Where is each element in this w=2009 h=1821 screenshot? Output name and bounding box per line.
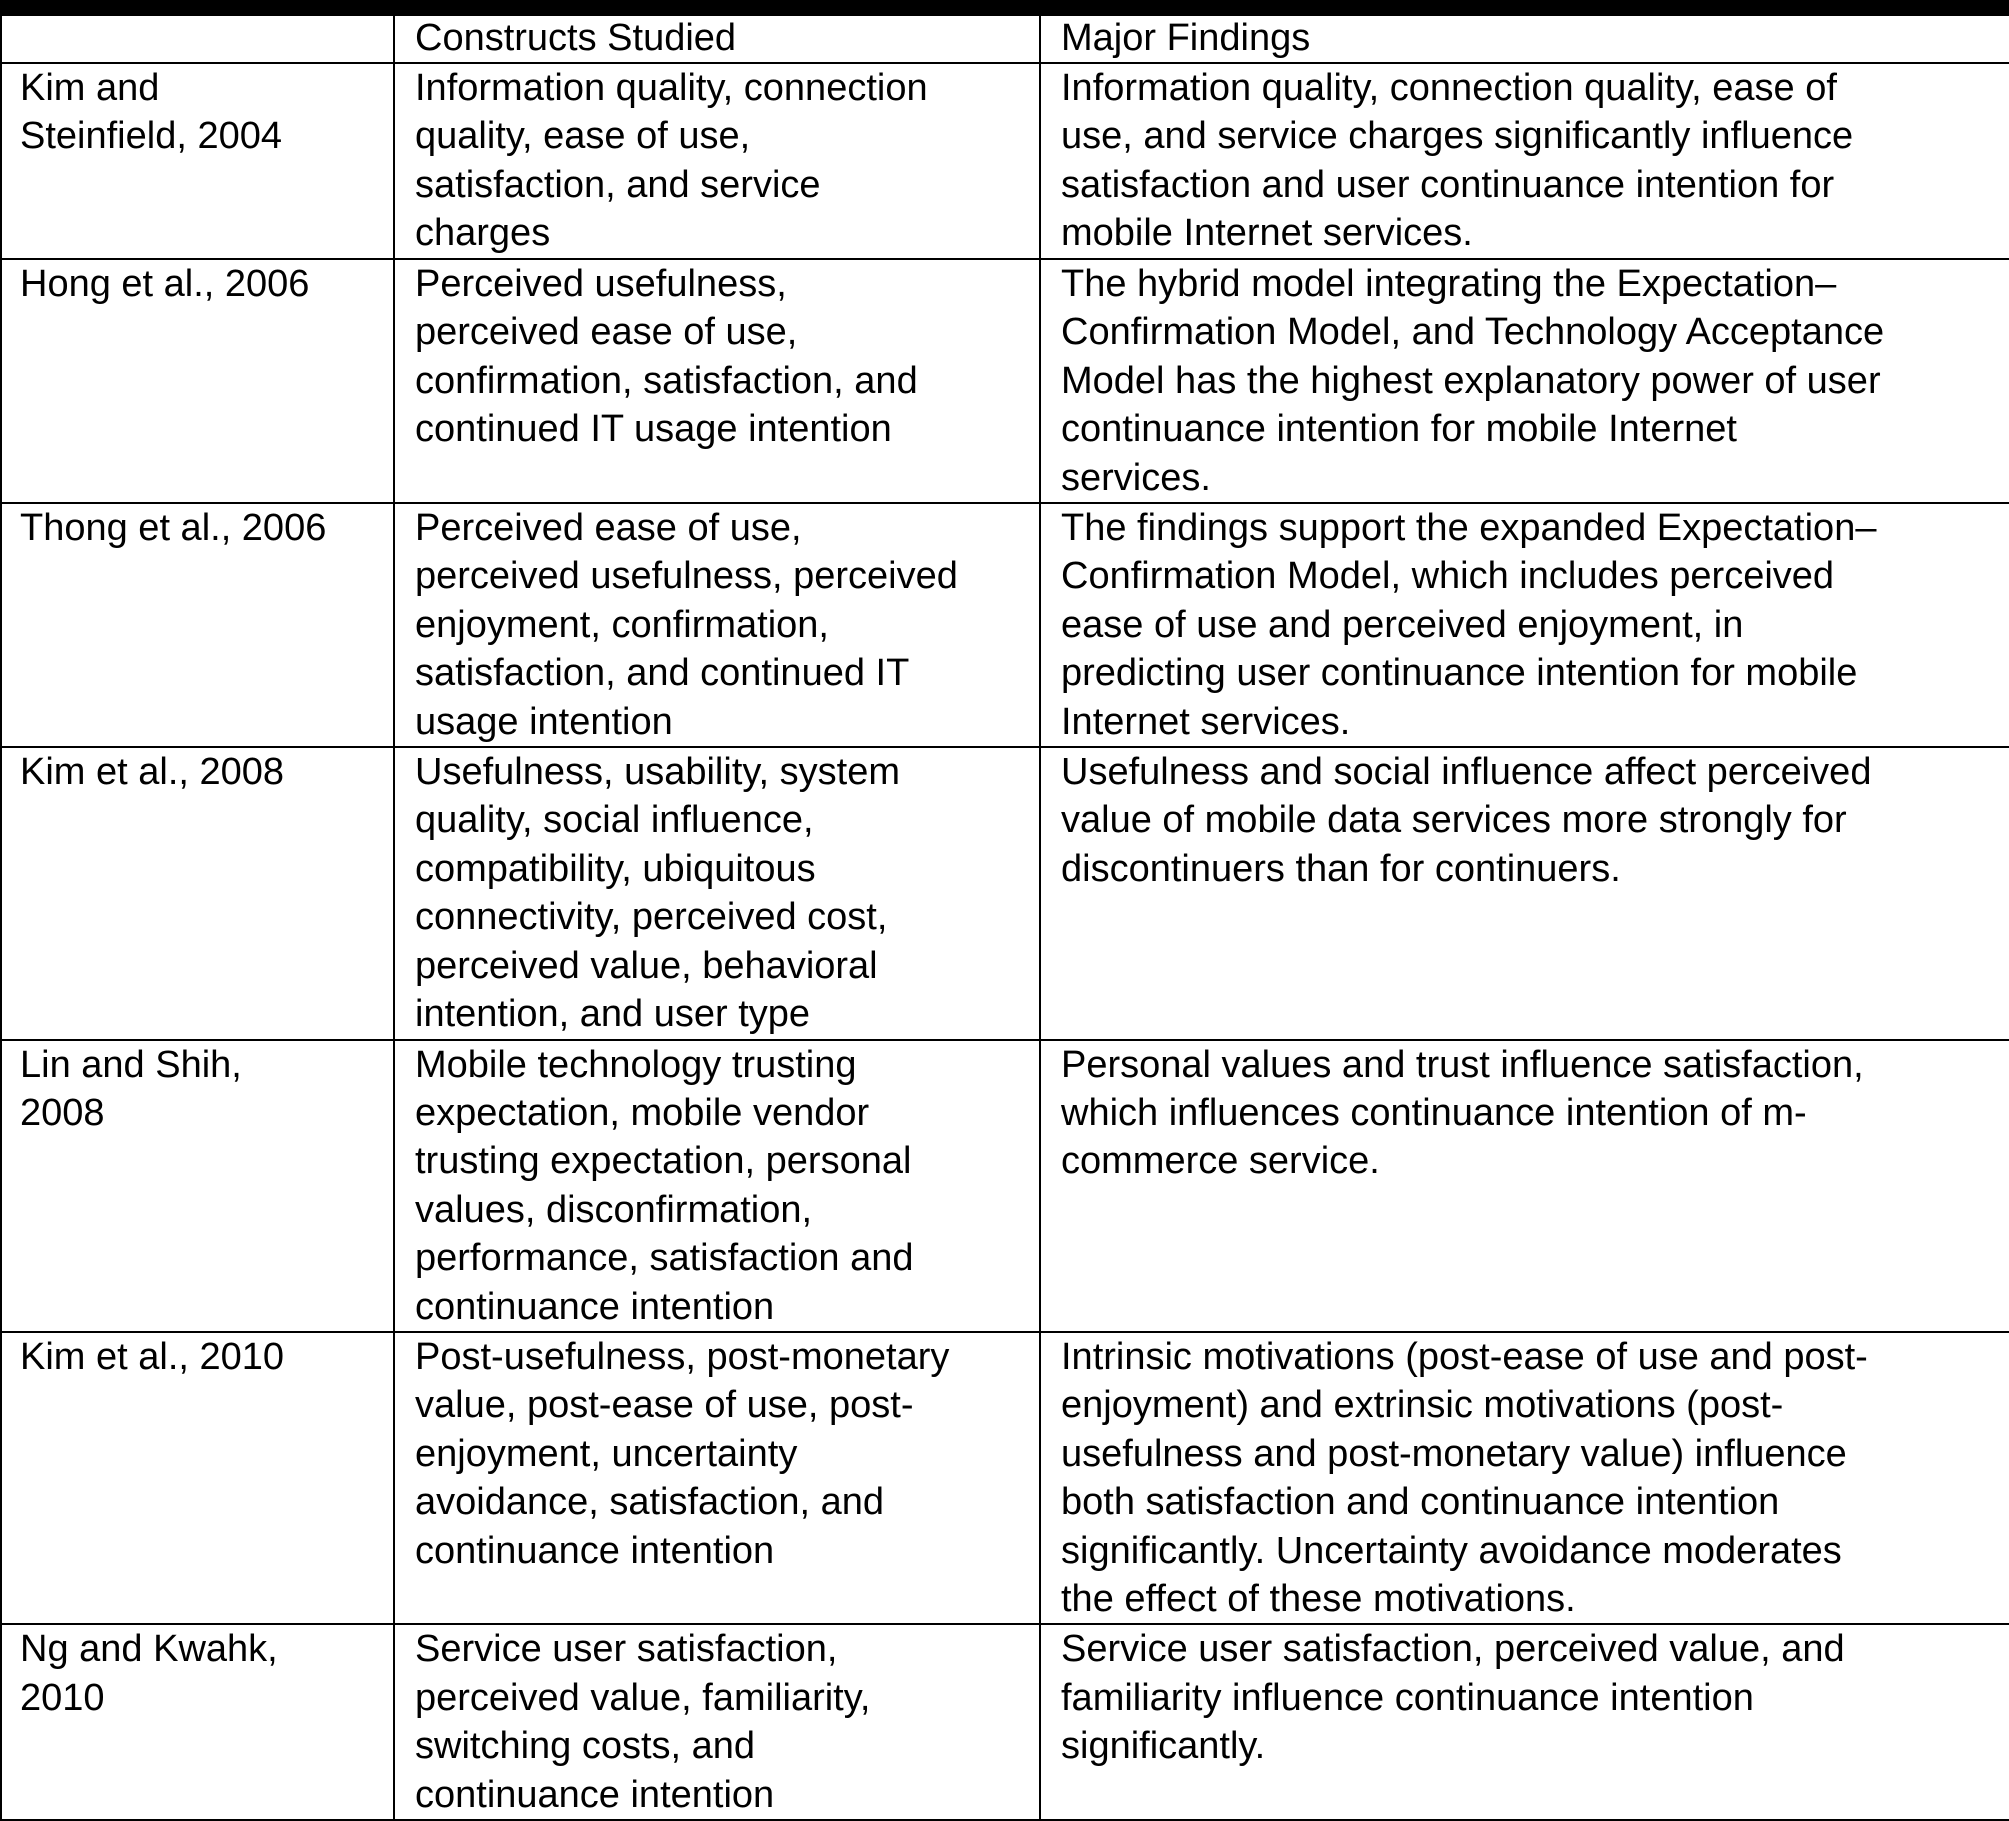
table-row [1,503,2009,747]
findings-cell: Usefulness and social influence affect perceived value of mobile data services more strongly for discontinuers than for continuers. [1040,747,2009,1039]
table-header-row [1,15,2009,63]
study-cell: Kim et al., 2010 [1,1332,394,1624]
study-cell: Hong et al., 2006 [1,259,394,503]
table-row [1,1332,2009,1624]
header-study [1,15,394,63]
constructs-cell: Perceived usefulness, perceived ease of use, confirmation, satisfaction, and continued IT usage intention [394,259,1040,503]
constructs-cell: Perceived ease of use, perceived usefulness, perceived enjoyment, confirmation, satisfaction, and continued IT usage intention [394,503,1040,747]
table-row [1,1040,2009,1332]
header-constructs-studied: Constructs Studied [394,15,1040,63]
literature-review-table [0,14,2009,1821]
findings-cell: Intrinsic motivations (post-ease of use and post- enjoyment) and extrinsic motivations (post- usefulness and post-monetary value) influence both satisfaction and continuance intention significantly. Uncertainty avoidance moderates the effect of these motivations. [1040,1332,2009,1624]
table-row [1,259,2009,503]
findings-cell: Information quality, connection quality, ease of use, and service charges significantly influence satisfaction and user continuance intention for mobile Internet services. [1040,63,2009,259]
findings-cell: Personal values and trust influence satisfaction, which influences continuance intention of m- commerce service. [1040,1040,2009,1332]
study-cell: Kim et al., 2008 [1,747,394,1039]
findings-cell: The findings support the expanded Expectation– Confirmation Model, which includes perceived ease of use and perceived enjoyment, in predicting user continuance intention for mobile Internet services. [1040,503,2009,747]
constructs-cell: Service user satisfaction, perceived value, familiarity, switching costs, and continuance intention [394,1624,1040,1820]
constructs-cell: Usefulness, usability, system quality, social influence, compatibility, ubiquitous connectivity, perceived cost, perceived value, behavioral intention, and user type [394,747,1040,1039]
table-row [1,747,2009,1039]
header-major-findings: Major Findings [1040,15,2009,63]
table-row [1,63,2009,259]
study-cell: Ng and Kwahk, 2010 [1,1624,394,1820]
constructs-cell: Post-usefulness, post-monetary value, post-ease of use, post- enjoyment, uncertainty avoidance, satisfaction, and continuance intention [394,1332,1040,1624]
study-cell: Thong et al., 2006 [1,503,394,747]
constructs-cell: Information quality, connection quality, ease of use, satisfaction, and service charges [394,63,1040,259]
study-cell: Lin and Shih, 2008 [1,1040,394,1332]
constructs-cell: Mobile technology trusting expectation, mobile vendor trusting expectation, personal values, disconfirmation, performance, satisfaction and continuance intention [394,1040,1040,1332]
findings-cell: The hybrid model integrating the Expectation– Confirmation Model, and Technology Acceptance Model has the highest explanatory power of user continuance intention for mobile Internet services. [1040,259,2009,503]
table-row [1,1624,2009,1820]
study-cell: Kim and Steinfield, 2004 [1,63,394,259]
findings-cell: Service user satisfaction, perceived value, and familiarity influence continuance intention significantly. [1040,1624,2009,1820]
